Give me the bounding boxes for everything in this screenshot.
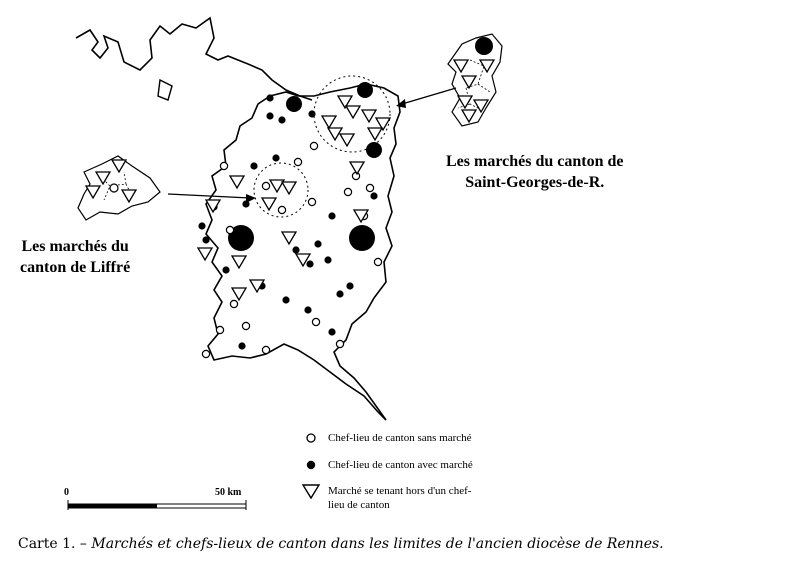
legend-triangle-label-line1: Marché se tenant hors d'un chef- xyxy=(328,485,472,497)
chef-lieu-without-market xyxy=(336,340,343,347)
annotation-liffre xyxy=(20,236,130,278)
market-triangle xyxy=(322,116,336,128)
chef-lieu-without-market xyxy=(220,162,227,169)
chef-lieu-with-market xyxy=(222,266,229,273)
chef-lieu-without-market xyxy=(202,350,209,357)
market-triangle xyxy=(454,60,468,72)
chef-lieu-with-market xyxy=(328,212,335,219)
chef-lieu-with-market xyxy=(266,112,273,119)
caption-title: Marchés et chefs-lieux de canton dans les limites de l'ancien diocèse de Rennes. xyxy=(91,536,664,552)
chef-lieu-with-market-large xyxy=(357,82,373,98)
legend-open-circle-icon xyxy=(307,434,315,442)
chef-lieu-without-market xyxy=(308,198,315,205)
market-triangle xyxy=(350,162,364,174)
market-triangle xyxy=(198,248,212,260)
market-triangle xyxy=(340,134,354,146)
chef-lieu-with-market xyxy=(238,342,245,349)
market-triangle xyxy=(96,172,110,184)
chefs-lieux-without-market xyxy=(202,142,381,357)
chef-lieu-with-market xyxy=(266,94,273,101)
chef-lieu-with-market xyxy=(324,256,331,263)
chef-lieu-with-market xyxy=(250,162,257,169)
inset-canton-open xyxy=(110,184,118,192)
chef-lieu-without-market xyxy=(294,158,301,165)
market-triangle xyxy=(122,190,136,202)
chef-lieu-with-market-large xyxy=(366,142,382,158)
market-triangle xyxy=(458,96,472,108)
market-triangle xyxy=(480,60,494,72)
market-triangle xyxy=(232,288,246,300)
market-triangle xyxy=(362,110,376,122)
saint-georges-arrowhead xyxy=(396,99,406,108)
chef-lieu-with-market xyxy=(278,116,285,123)
annotation-saint-georges xyxy=(446,151,624,193)
chefs-lieux-with-market xyxy=(198,94,377,349)
chef-lieu-without-market xyxy=(230,300,237,307)
chef-lieu-without-market xyxy=(242,322,249,329)
annotation-saint-georges-line2: Saint-Georges-de-R. xyxy=(465,174,605,191)
chef-lieu-with-market xyxy=(370,192,377,199)
coast-island xyxy=(158,80,172,100)
market-triangle xyxy=(262,198,276,210)
chef-lieu-without-market xyxy=(278,206,285,213)
market-triangle xyxy=(86,186,100,198)
chef-lieu-without-market xyxy=(366,184,373,191)
chef-lieu-with-market xyxy=(282,296,289,303)
annotation-liffre-line1: Les marchés du xyxy=(21,238,129,255)
caption-label: Carte 1. – xyxy=(18,536,87,552)
chef-lieu-without-market xyxy=(344,188,351,195)
chef-lieu-with-market xyxy=(336,290,343,297)
chef-lieu-with-market-large xyxy=(286,96,302,112)
chef-lieu-without-market xyxy=(216,326,223,333)
inset-market-filled xyxy=(475,37,493,55)
legend-triangle-label-line2: lieu de canton xyxy=(328,499,390,511)
diocese-boundary xyxy=(206,84,400,420)
annotation-liffre-line2: canton de Liffré xyxy=(20,259,131,276)
scale-end-label: 50 km xyxy=(215,487,242,498)
chef-lieu-with-market xyxy=(242,200,249,207)
chef-lieu-without-market xyxy=(312,318,319,325)
chef-lieu-with-market-large xyxy=(349,225,375,251)
liffre-arrow-line xyxy=(168,194,250,198)
chef-lieu-with-market xyxy=(272,154,279,161)
chef-lieu-without-market xyxy=(262,182,269,189)
market-triangle xyxy=(230,176,244,188)
scale-bar-segment xyxy=(68,504,157,508)
market-triangle xyxy=(282,182,296,194)
chef-lieu-without-market xyxy=(262,346,269,353)
legend-filled-circle-label: Chef-lieu de canton avec marché xyxy=(328,459,473,471)
legend-filled-circle-icon xyxy=(307,461,315,469)
chef-lieu-with-market xyxy=(314,240,321,247)
chef-lieu-with-market xyxy=(292,246,299,253)
market-triangle xyxy=(462,110,476,122)
markets-outside-chef-lieu xyxy=(86,60,494,300)
legend-triangle-icon xyxy=(303,485,319,498)
chef-lieu-with-market xyxy=(202,236,209,243)
market-triangle xyxy=(112,160,126,172)
scale-start-label: 0 xyxy=(64,487,69,498)
market-triangle xyxy=(232,256,246,268)
market-triangle xyxy=(368,128,382,140)
chef-lieu-without-market xyxy=(310,142,317,149)
chef-lieu-without-market xyxy=(226,226,233,233)
coastline xyxy=(76,18,312,100)
market-triangle xyxy=(282,232,296,244)
chef-lieu-with-market xyxy=(328,328,335,335)
market-triangle xyxy=(462,76,476,88)
figure-caption xyxy=(18,536,664,552)
annotation-saint-georges-line1: Les marchés du canton de xyxy=(446,153,624,170)
chef-lieu-with-market xyxy=(308,110,315,117)
chef-lieu-with-market xyxy=(346,282,353,289)
chef-lieu-with-market xyxy=(198,222,205,229)
chef-lieu-with-market xyxy=(304,306,311,313)
chef-lieu-without-market xyxy=(374,258,381,265)
chef-lieu-with-market xyxy=(306,260,313,267)
market-triangle xyxy=(346,106,360,118)
legend-open-circle-label: Chef-lieu de canton sans marché xyxy=(328,432,472,444)
saint-georges-arrow-line xyxy=(402,88,456,104)
